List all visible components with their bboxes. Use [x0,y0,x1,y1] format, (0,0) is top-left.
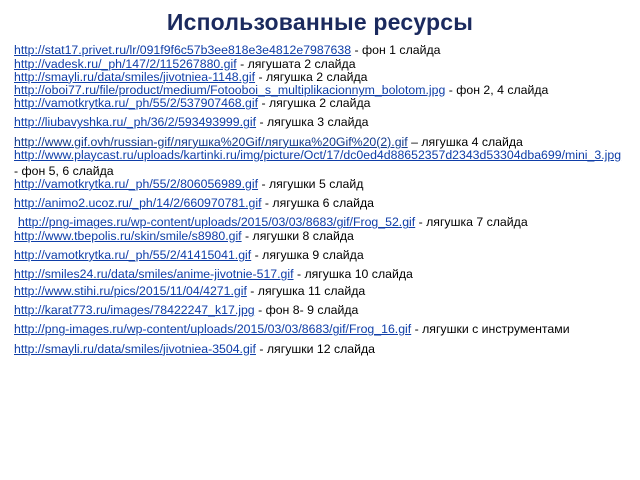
resource-link[interactable]: http://animo2.ucoz.ru/_ph/14/2/660970781.gif [14,196,262,211]
resource-description: - фон 5, 6 слайда [14,163,114,178]
resource-description: - лягушки 12 слайда [255,341,376,356]
list-item [14,177,626,193]
resource-link[interactable]: http://karat773.ru/images/78422247_k17.jpg [14,303,255,318]
resource-description: - фон 2, 4 слайда [445,83,549,97]
resource-description: - фон 8- 9 слайда [254,303,359,318]
list-item [14,303,626,319]
list-item [14,322,626,338]
resource-link[interactable]: http://vamotkrytka.ru/_ph/55/2/537907468.gif [14,96,259,111]
list-item [14,196,626,212]
resource-description: - лягушка 9 слайда [251,247,364,262]
resource-description: - лягушки 8 слайда [241,228,354,243]
resource-description: - лягушка 3 слайда [256,115,369,130]
resource-description: - лягушка 2 слайда [258,96,371,111]
resource-link[interactable]: http://stat17.privet.ru/lr/091f9f6c57b3ee818e3e4812e7987638 [14,43,352,58]
resource-link[interactable]: http://oboi77.ru/file/product/medium/Fotooboi_s_multiplikacionnym_bolotom.jpg [14,83,446,97]
list-item [14,342,626,358]
resource-description: - лягушата 2 слайда [236,56,356,71]
resource-link[interactable]: http://liubavyshka.ru/_ph/36/2/593493999.gif [14,115,257,130]
list-item [14,267,626,283]
resource-link[interactable]: http://png-images.ru/wp-content/uploads/2015/03/03/8683/gif/Frog_52.gif [18,215,416,230]
resource-description: - лягушка 11 слайда [246,283,366,298]
resource-link[interactable]: http://www.tbepolis.ru/skin/smile/s8980.gif [14,228,242,243]
resource-link[interactable]: http://www.playcast.ru/uploads/kartinki.ru/img/picture/Oct/17/dc0ed4d88652357d2343d53304dba699/mini_3.jpg [14,147,622,162]
list-item [14,248,626,264]
resource-link[interactable]: http://smayli.ru/data/smiles/jivotniea-1148.gif [14,69,256,84]
resource-link[interactable]: http://smayli.ru/data/smiles/jivotniea-3504.gif [14,341,256,356]
resource-link[interactable]: http://vamotkrytka.ru/_ph/55/2/41415041.gif [14,247,252,262]
list-item [14,229,626,245]
list-item [14,115,626,131]
resource-link[interactable]: http://www.stihi.ru/pics/2015/11/04/4271.gif [14,283,247,298]
resource-link[interactable]: http://smiles24.ru/data/smiles/anime-jivotnie-517.gif [14,267,294,282]
resource-description: - фон 1 слайда [351,43,441,58]
resource-link[interactable]: http://www.gif.ovh/russian-gif/лягушка%20Gif/лягушка%20Gif%20(2).gif [14,134,408,149]
resource-link[interactable]: http://png-images.ru/wp-content/uploads/2015/03/03/8683/gif/Frog_16.gif [14,322,412,337]
resource-list [14,43,626,357]
resource-description: – лягушка 4 слайда [407,134,523,149]
resource-description: - лягушка 10 слайда [293,267,413,282]
resource-link[interactable]: http://vadesk.ru/_ph/147/2/115267880.gif [14,56,237,71]
page-title: Использованные ресурсы [166,9,474,35]
resource-description: - лягушка 7 слайда [415,215,528,230]
resource-description: - лягушки 5 слайд [258,176,364,191]
resource-description: - лягушка 2 слайда [255,69,368,84]
list-item [14,284,626,300]
list-item [14,148,626,179]
resource-description: - лягушка 6 слайда [261,196,374,211]
resource-link[interactable]: http://vamotkrytka.ru/_ph/55/2/806056989.gif [14,176,259,191]
resource-description: - лягушки с инструментами [411,322,570,337]
